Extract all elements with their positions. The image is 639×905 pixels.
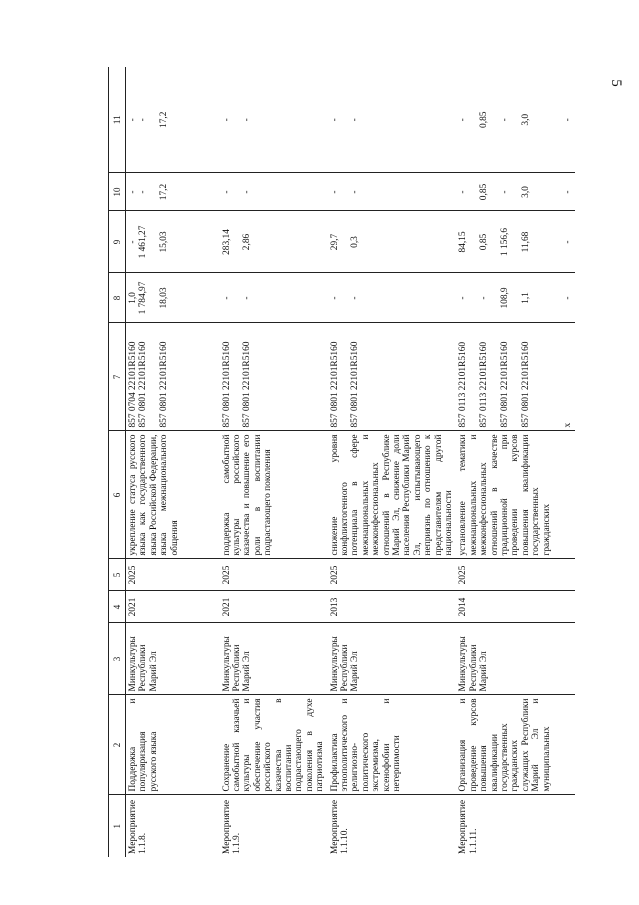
cell-line: 0,85 [479, 111, 490, 128]
cell-c4: 2021 [220, 591, 328, 623]
cell-line [510, 215, 520, 270]
cell-line: - [128, 240, 138, 244]
column-header-1: 1 [109, 795, 126, 857]
cell-c3: Минкультуры Республики Марий Эл [456, 623, 574, 695]
cell-c8 [126, 273, 220, 323]
cell-line: - [562, 190, 573, 194]
cell-c4: 2021 [126, 591, 220, 623]
cell-line: - [329, 296, 340, 300]
cell-line [149, 327, 159, 428]
cell-line: - [350, 190, 361, 194]
cell-c2: Поддержка и популяризация русского языка [126, 695, 220, 795]
cell-c2: Организация и проведение курсов повышения квалификации государственных гражданских служащих Республики Марий Эл и муниципальных [456, 695, 574, 795]
cell-line [232, 177, 242, 208]
cell-c4: 2014 [456, 591, 574, 623]
cell-line: 857 0704 22101R5160 [128, 341, 138, 428]
cell-line [469, 177, 479, 208]
cell-line: 857 0801 22101R5160 [138, 341, 149, 428]
cell-c10 [456, 173, 574, 211]
cell-line: 3,0 [520, 113, 531, 126]
cell-line [531, 277, 541, 320]
cell-line [531, 177, 541, 208]
cell-line [469, 70, 479, 170]
cell-line [232, 277, 242, 320]
cell-line [149, 70, 159, 170]
cell-line: 11,68 [520, 231, 531, 253]
cell-c2: Сохранение самобытной казачьей культуры и обеспечение участия российского казачества в воспитании подрастающего поколения в духе патриотизма [220, 695, 328, 795]
table-row [126, 67, 220, 857]
cell-line [552, 277, 562, 320]
cell-line [469, 215, 479, 270]
cell-c8 [328, 273, 457, 323]
cell-line: x [562, 422, 573, 428]
cell-c8 [220, 273, 328, 323]
cell-line: 29,7 [329, 233, 340, 251]
cell-line: - [138, 190, 149, 194]
cell-c3: Минкультуры Республики Марий Эл [220, 623, 328, 695]
column-header-10: 10 [109, 173, 126, 211]
cell-line: 1 461,27 [138, 225, 149, 259]
cell-c1: Мероприятие 1.1.10. [329, 799, 350, 854]
cell-line [510, 177, 520, 208]
cell-line: - [221, 296, 232, 300]
cell-line: 857 0801 22101R5160 [500, 341, 511, 428]
cell-line [531, 215, 541, 270]
cell-line: - [458, 190, 469, 194]
cell-c7 [328, 323, 457, 431]
cell-line: - [500, 118, 511, 122]
cell-line: - [329, 118, 340, 122]
cell-line [340, 70, 350, 170]
table-body [126, 67, 575, 857]
cell-c11 [456, 67, 574, 173]
column-header-6: 6 [109, 431, 126, 559]
cell-c6: снижение уровня конфликтогенного потенциала в сфере межнациональных и межконфессиональных отношений в Республике Марий Эл, снижение доли населения Республики Марий Эл, испытывающего неприязнь по отношению к представителям другой национальности [328, 431, 457, 559]
cell-line [552, 70, 562, 170]
cell-c6: укрепление статуса русского языка как государственного языка Российской Федерации, языка межнационального общения [126, 431, 220, 559]
cell-c1: Мероприятие 1.1.9. [221, 799, 242, 854]
cell-c6: установление тематики межнациональных и межконфессиональных отношений в качестве традиционной при проведении курсов повышения квалификации государственных гражданских [456, 431, 574, 559]
cell-c9 [220, 211, 328, 273]
cell-line: 857 0801 22101R5160 [242, 341, 253, 428]
cell-line: - [479, 296, 490, 300]
cell-line [340, 277, 350, 320]
cell-line [531, 327, 541, 428]
column-header-5: 5 [109, 559, 126, 591]
cell-line: 0,85 [479, 233, 490, 251]
cell-line [340, 215, 350, 270]
cell-line [552, 327, 562, 428]
cell-line [469, 327, 479, 428]
cell-line: 857 0801 22101R5160 [350, 341, 361, 428]
cell-line: 857 0113 22101R5160 [479, 341, 490, 428]
cell-c11 [220, 67, 328, 173]
cell-line [542, 215, 552, 270]
cell-c5: 2025 [126, 559, 220, 591]
cell-line [490, 177, 500, 208]
cell-line [490, 277, 500, 320]
cell-line [542, 177, 552, 208]
cell-line: - [242, 118, 253, 122]
cell-line [232, 70, 242, 170]
cell-c7 [220, 323, 328, 431]
cell-line: 857 0801 22101R5160 [329, 341, 340, 428]
table-row [220, 67, 328, 857]
cell-line: - [329, 190, 340, 194]
cell-line: - [242, 190, 253, 194]
cell-line: - [138, 118, 149, 122]
table-row [328, 67, 457, 857]
cell-c9 [126, 211, 220, 273]
cell-line: 0,3 [350, 236, 361, 248]
cell-line: - [350, 296, 361, 300]
cell-line: 18,03 [159, 287, 170, 309]
column-header-7: 7 [109, 323, 126, 431]
cell-c5: 2025 [328, 559, 457, 591]
cell-c10 [126, 173, 220, 211]
cell-line: 15,03 [159, 231, 170, 253]
cell-c9 [328, 211, 457, 273]
cell-line: - [128, 118, 138, 122]
cell-c7 [126, 323, 220, 431]
cell-line [149, 277, 159, 320]
table-row [456, 67, 574, 857]
cell-line: 84,15 [458, 231, 469, 253]
cell-line: 283,14 [221, 229, 232, 255]
cell-line [232, 215, 242, 270]
cell-line: 1,1 [520, 292, 531, 304]
cell-line: 857 0801 22101R5160 [221, 341, 232, 428]
cell-line: - [242, 296, 253, 300]
cell-line [542, 70, 552, 170]
header-row [109, 67, 126, 857]
cell-line: 3,0 [520, 186, 531, 198]
column-header-9: 9 [109, 211, 126, 273]
cell-c10 [328, 173, 457, 211]
cell-line: 857 0801 22101R5160 [520, 341, 531, 428]
cell-line: 1,0 [128, 292, 138, 304]
cell-c5: 2025 [220, 559, 328, 591]
cell-line: 2,86 [242, 233, 253, 251]
cell-line: - [458, 118, 469, 122]
cell-c11 [126, 67, 220, 173]
cell-line: 857 0801 22101R5160 [159, 341, 170, 428]
column-header-3: 3 [109, 623, 126, 695]
cell-c7 [456, 323, 574, 431]
column-header-2: 2 [109, 695, 126, 795]
cell-line: - [350, 118, 361, 122]
cell-line [542, 327, 552, 428]
column-header-8: 8 [109, 273, 126, 323]
cell-line: - [500, 190, 511, 194]
cell-line: 0,85 [479, 183, 490, 201]
cell-line [149, 177, 159, 208]
column-header-4: 4 [109, 591, 126, 623]
cell-c10 [220, 173, 328, 211]
cell-c8 [456, 273, 574, 323]
cell-c4: 2013 [328, 591, 457, 623]
cell-c2: Профилактика этнополитического и религиозно-политического экстремизма, ксенофобии и нетерпимости [328, 695, 457, 795]
cell-line [542, 277, 552, 320]
cell-line: 17,2 [159, 183, 170, 201]
cell-line: - [458, 296, 469, 300]
cell-c1: Мероприятие 1.1.11. [458, 799, 479, 854]
cell-c3: Минкультуры Республики Марий Эл [126, 623, 220, 695]
cell-line [552, 215, 562, 270]
cell-line [340, 177, 350, 208]
cell-line [490, 327, 500, 428]
cell-line [552, 177, 562, 208]
column-header-11: 11 [109, 67, 126, 173]
cell-line: - [562, 296, 573, 300]
cell-c9 [456, 211, 574, 273]
cell-line [232, 327, 242, 428]
cell-line: 17,2 [159, 111, 170, 128]
cell-line: - [221, 190, 232, 194]
cell-line: - [128, 190, 138, 194]
cell-line [340, 327, 350, 428]
cell-line [490, 215, 500, 270]
cell-c3: Минкультуры Республики Марий Эл [328, 623, 457, 695]
cell-c5: 2025 [456, 559, 574, 591]
cell-line [149, 215, 159, 270]
measures-table [108, 67, 575, 857]
cell-line: - [562, 118, 573, 122]
cell-line [510, 277, 520, 320]
cell-line [510, 327, 520, 428]
cell-line [531, 70, 541, 170]
page-number: 5 [608, 79, 624, 87]
cell-line: - [221, 118, 232, 122]
cell-line: 1 156,6 [500, 227, 511, 257]
cell-c1: Мероприятие 1.1.8. [128, 799, 149, 854]
cell-line: 108,9 [500, 287, 511, 309]
rotated-table-sheet [108, 67, 573, 857]
cell-line [510, 70, 520, 170]
cell-c11 [328, 67, 457, 173]
cell-c6: поддержка самобытной культуры российского казачества и повышение его роли в воспитании подрастающего поколения [220, 431, 328, 559]
cell-line: 1 784,97 [138, 281, 149, 315]
cell-line [490, 70, 500, 170]
cell-line: - [562, 240, 573, 244]
cell-line: 857 0113 22101R5160 [458, 341, 469, 428]
cell-line [469, 277, 479, 320]
